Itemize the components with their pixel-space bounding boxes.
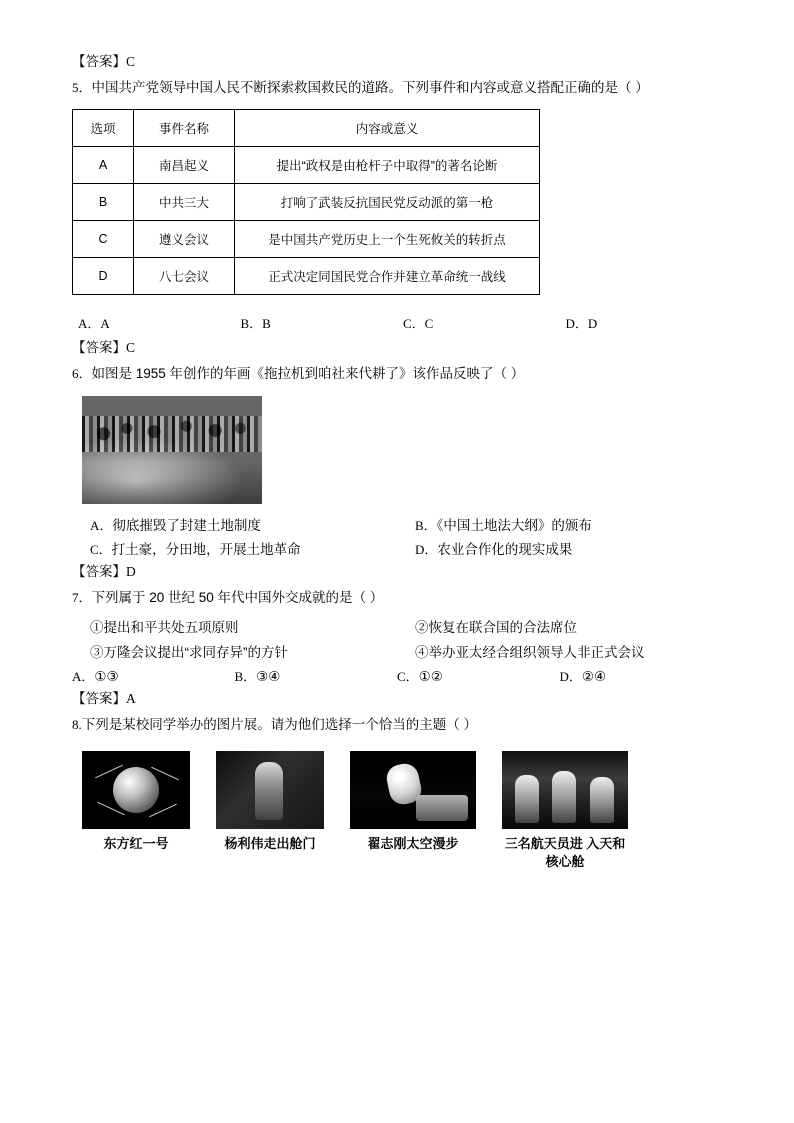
option-b-label: B． — [240, 315, 263, 331]
question-7-stem — [72, 586, 722, 610]
option-b[interactable] — [397, 514, 722, 534]
spacewalk-photo — [350, 751, 476, 829]
answer-label: 【答案】 — [72, 564, 126, 580]
page-content — [72, 52, 722, 870]
answer-value: A — [126, 690, 136, 706]
table-header-option: 选项 — [73, 109, 134, 146]
option-a[interactable] — [72, 313, 235, 332]
question-7-statements-row2 — [72, 641, 722, 661]
option-a-text: ①③ — [94, 668, 119, 684]
table-cell-meaning: 是中国共产党历史上一个生死攸关的转折点 — [235, 220, 540, 257]
astronaut-icon — [552, 771, 576, 823]
option-d-label: D． — [565, 315, 588, 331]
option-b-label: B． — [234, 668, 257, 684]
statement-2: ②恢复在联合国的合法席位 — [415, 619, 577, 635]
table-cell-event: 遵义会议 — [134, 220, 235, 257]
question-5-table — [72, 109, 540, 295]
table-row — [73, 257, 540, 294]
photo-item — [82, 751, 190, 853]
answer-line-q6 — [72, 562, 722, 582]
table-cell-option: B — [73, 183, 134, 220]
satellite-icon — [113, 767, 159, 813]
option-d[interactable] — [397, 538, 722, 558]
table-row — [73, 220, 540, 257]
answer-line-q7 — [72, 689, 722, 709]
option-a[interactable] — [72, 666, 235, 685]
table-cell-option: C — [73, 220, 134, 257]
option-d-text: 农业合作化的现实成果 — [437, 542, 573, 558]
statement-3: ③万隆会议提出“求同存异”的方针 — [90, 644, 288, 660]
question-5-options — [72, 313, 722, 332]
option-a-label: A． — [72, 668, 95, 684]
table-cell-meaning: 正式决定同国民党合作并建立革命统一战线 — [235, 257, 540, 294]
photo-caption: 东方红一号 — [103, 836, 169, 852]
question-5-number: 5． — [72, 80, 92, 96]
option-c[interactable] — [397, 313, 560, 332]
question-6-text: 如图是 1955 年创作的年画《拖拉机到咱社来代耕了》该作品反映了（ ） — [91, 365, 525, 381]
option-d-label: D． — [415, 542, 438, 558]
option-b[interactable] — [235, 313, 398, 332]
option-c-text: ①② — [418, 668, 443, 684]
statement-1: ①提出和平共处五项原则 — [90, 619, 239, 635]
answer-value: D — [126, 564, 136, 580]
photo-caption: 三名航天员进 入天和核心舱 — [504, 836, 626, 869]
option-b-text: B — [262, 315, 271, 331]
question-5-text: 中国共产党领导中国人民不断探索救国救民的道路。下列事件和内容或意义搭配正确的是（ ） — [91, 80, 649, 96]
option-c-label: C． — [403, 315, 425, 331]
option-c-text: 打土豪，分田地，开展土地革命 — [111, 542, 301, 558]
question-6-stem — [72, 362, 722, 386]
astronaut-icon — [590, 777, 614, 823]
table-cell-meaning: 提出“政权是由枪杆子中取得”的著名论断 — [235, 146, 540, 183]
three-astronauts-photo — [502, 751, 628, 829]
question-7-number: 7． — [72, 590, 92, 606]
table-cell-meaning: 打响了武装反抗国民党反动派的第一枪 — [235, 183, 540, 220]
table-row — [73, 146, 540, 183]
option-a[interactable] — [72, 514, 397, 534]
table-cell-event: 南昌起义 — [134, 146, 235, 183]
table-cell-event: 八七会议 — [134, 257, 235, 294]
statement-4: ④举办亚太经合组织领导人非正式会议 — [415, 644, 645, 660]
option-b[interactable] — [235, 666, 398, 685]
table-header-row — [73, 109, 540, 146]
question-7-statements-row1 — [72, 616, 722, 636]
table-row — [73, 183, 540, 220]
option-a-text: A — [100, 315, 110, 331]
question-6-options-row2 — [72, 538, 722, 558]
option-b-text: ③④ — [256, 668, 281, 684]
antenna-icon — [149, 804, 177, 818]
option-d[interactable] — [560, 313, 723, 332]
option-a-text: 彻底摧毁了封建土地制度 — [112, 518, 261, 534]
table-cell-option: A — [73, 146, 134, 183]
option-a-label: A． — [90, 518, 113, 534]
question-8-number: 8. — [72, 716, 82, 732]
option-b-label: B． — [415, 518, 437, 534]
question-7-options — [72, 666, 722, 685]
answer-value: C — [126, 54, 136, 69]
question-6-number: 6． — [72, 365, 92, 381]
option-a-label: A． — [78, 315, 101, 331]
option-d-label: D． — [559, 668, 582, 684]
option-c[interactable] — [397, 666, 560, 685]
option-d-text: D — [587, 315, 598, 331]
option-c-label: C． — [397, 668, 419, 684]
photo-caption: 杨利伟走出舱门 — [224, 836, 316, 852]
question-5-stem — [72, 76, 722, 100]
option-d[interactable] — [560, 666, 723, 685]
answer-line-q4 — [72, 52, 722, 72]
option-c-text: C — [424, 315, 434, 331]
table-cell-event: 中共三大 — [134, 183, 235, 220]
astronaut-hatch-photo — [216, 751, 324, 829]
answer-value: C — [126, 339, 136, 355]
answer-line-q5 — [72, 338, 722, 358]
question-8-text: 下列是某校同学举办的图片展。请为他们选择一个恰当的主题（ ） — [81, 716, 477, 732]
table-header-event: 事件名称 — [134, 109, 235, 146]
option-c[interactable] — [72, 538, 397, 558]
photo-caption: 翟志刚太空漫步 — [367, 836, 459, 852]
answer-label: 【答案】 — [72, 690, 126, 706]
table-cell-option: D — [73, 257, 134, 294]
astronaut-icon — [515, 775, 539, 823]
astronaut-icon — [255, 762, 283, 820]
answer-label: 【答案】 — [72, 339, 126, 355]
nianhua-image — [82, 396, 262, 504]
photo-exhibit-strip — [82, 751, 722, 870]
question-6-options-row1 — [72, 514, 722, 534]
question-8-stem — [72, 713, 722, 737]
photo-item — [350, 751, 476, 853]
photo-item — [216, 751, 324, 853]
question-7-text: 下列属于 20 世纪 50 年代中国外交成就的是（ ） — [91, 590, 384, 606]
option-c-label: C． — [90, 542, 112, 558]
spacecraft-icon — [416, 795, 468, 821]
option-b-text: 《中国土地法大纲》的颁布 — [436, 518, 592, 534]
answer-label: 【答案】 — [72, 54, 126, 69]
table-header-meaning: 内容或意义 — [235, 109, 540, 146]
satellite-photo — [82, 751, 190, 829]
option-d-text: ②④ — [581, 668, 607, 684]
photo-item — [502, 751, 628, 870]
